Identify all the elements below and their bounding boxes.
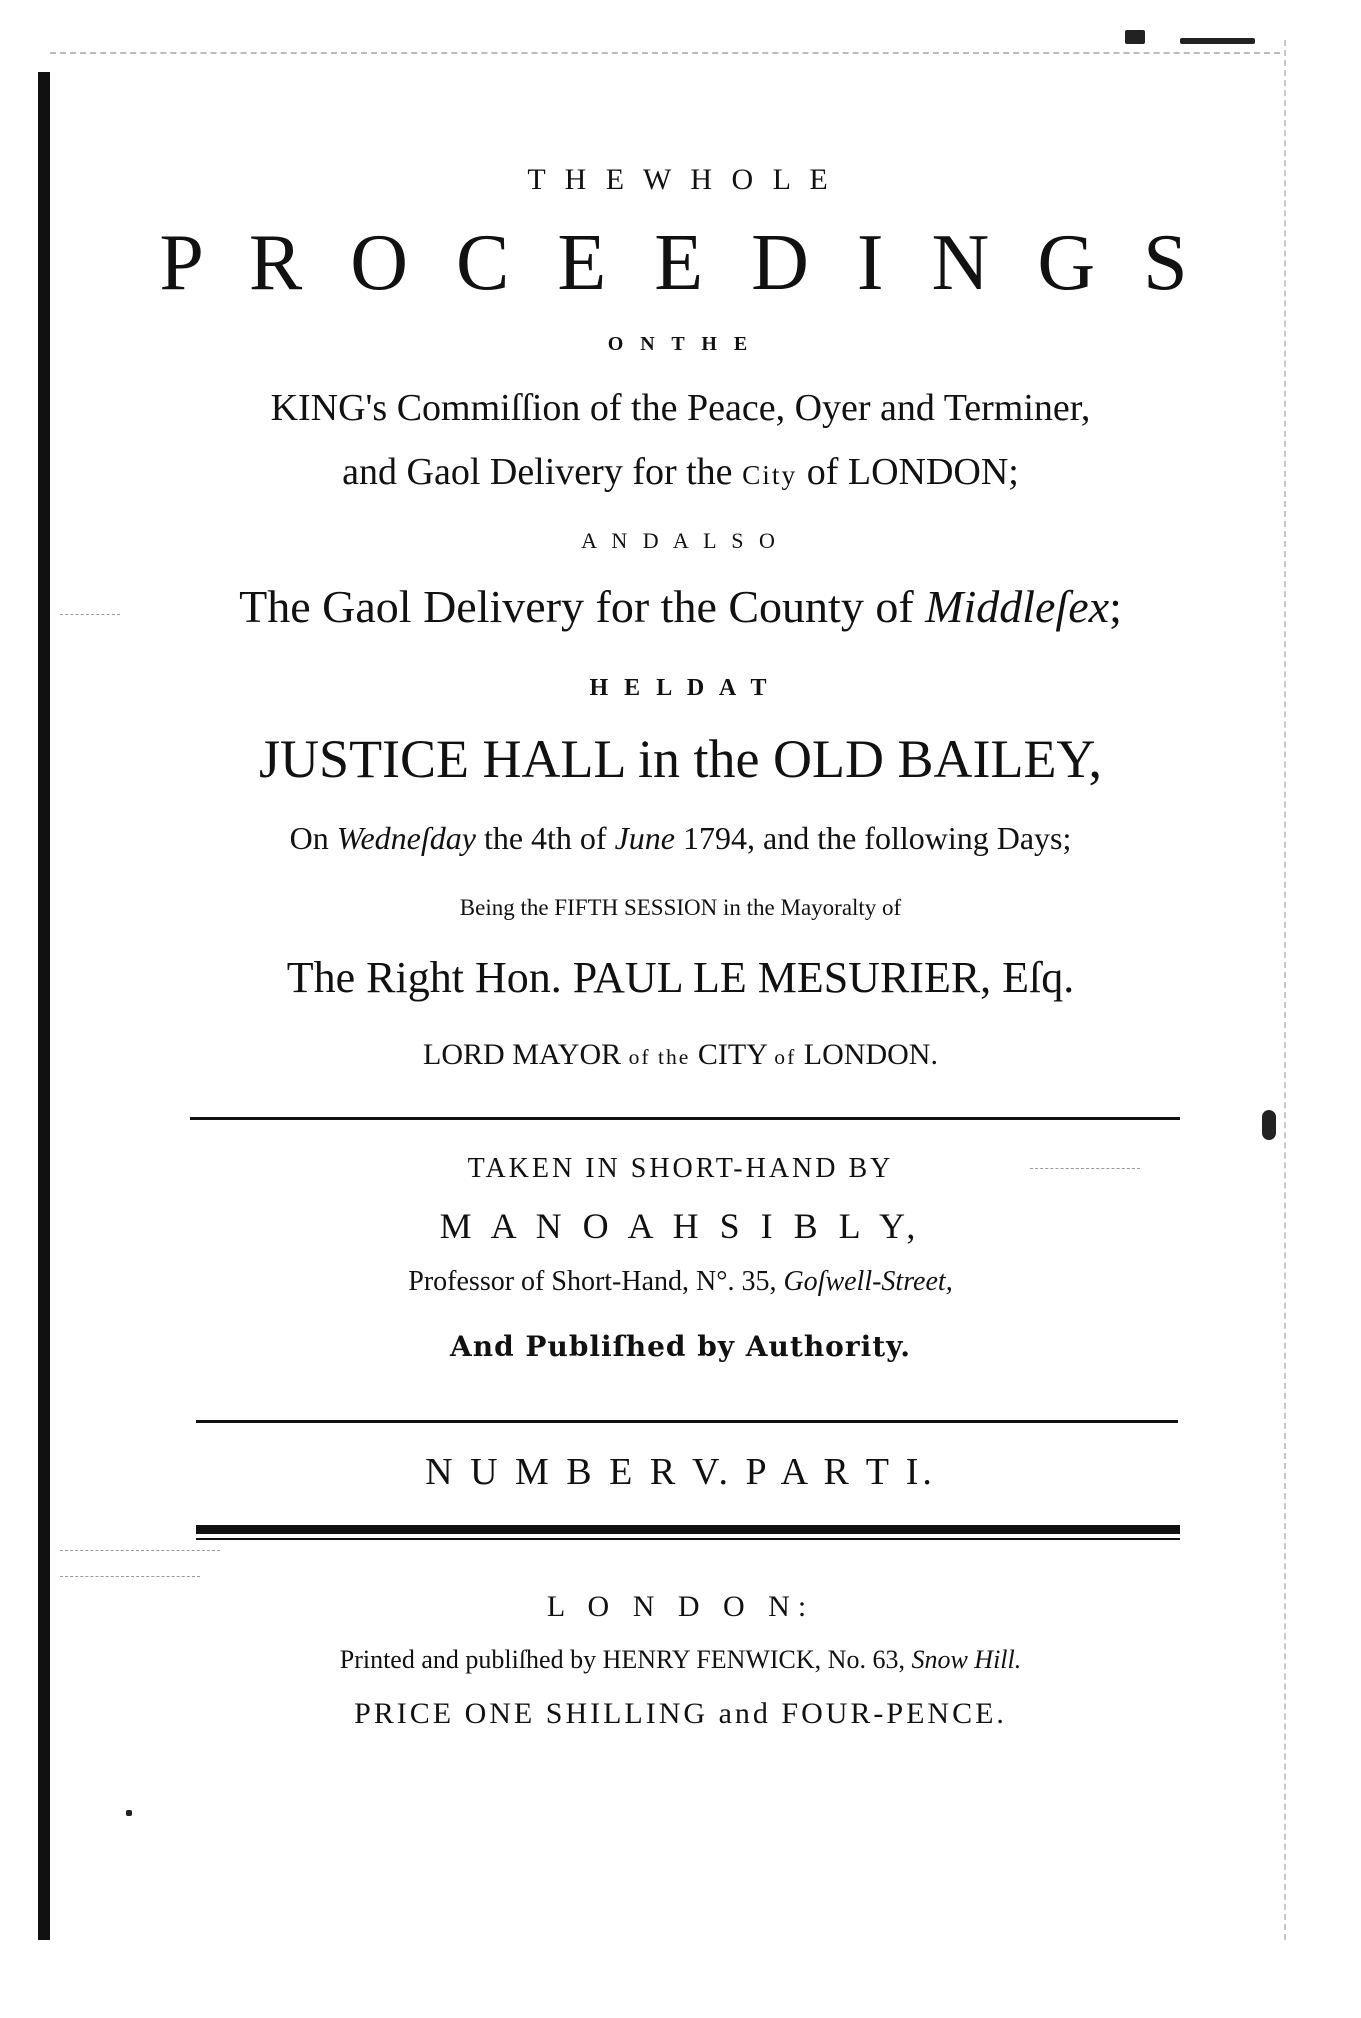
london-imprint: L O N D O N: — [546, 1590, 815, 1623]
thick-rule — [196, 1525, 1180, 1534]
margin-dash — [60, 1576, 200, 1577]
lord-mayor-b: CITY — [697, 1038, 767, 1071]
commission-line-1: KING's Commiſſion of the Peace, Oyer and Terminer, — [270, 387, 1091, 429]
heading-proceedings: P R O C E E D I N G S — [159, 219, 1202, 307]
professor-line — [0, 1266, 1361, 1298]
ink-speck — [1180, 38, 1255, 44]
heading-and-also: A N D A L S O — [581, 528, 780, 553]
date-on: On — [289, 820, 329, 856]
lord-mayor-line — [0, 1038, 1361, 1072]
divider-rule — [190, 1117, 1180, 1120]
justice-hall-line: JUSTICE HALL in the OLD BAILEY, — [259, 729, 1102, 789]
gaol-line-end: ; — [1109, 581, 1122, 632]
printer-line — [0, 1645, 1361, 1675]
mayor-line: The Right Hon. PAUL LE MESURIER, Eſq. — [286, 953, 1075, 1002]
printer-a: Printed and publiſhed by HENRY FENWICK, No. 63, — [339, 1645, 905, 1674]
heading-the-whole: T H E W H O L E — [527, 163, 834, 196]
top-edge-marks — [50, 52, 1280, 54]
price-line: PRICE ONE SHILLING and FOUR-PENCE. — [354, 1697, 1007, 1730]
gaol-line-a: The Gaol Delivery for the County of — [239, 581, 914, 632]
printer-place: Snow Hill. — [911, 1645, 1022, 1674]
lord-mayor-c: LONDON. — [803, 1038, 938, 1071]
heading-on-the: O N T H E — [607, 333, 754, 355]
lord-mayor-of: of — [774, 1045, 797, 1069]
commission-line-2 — [0, 450, 1361, 494]
lord-mayor-a: LORD MAYOR — [423, 1038, 622, 1071]
gaol-line-county: Middleſex — [925, 581, 1110, 632]
commission-line-2-city: City — [742, 460, 798, 490]
divider-rule — [196, 1420, 1178, 1423]
gaol-delivery-line — [0, 580, 1361, 633]
professor-a: Professor of Short-Hand, N°. 35, — [408, 1266, 777, 1297]
ink-speck — [1125, 30, 1145, 44]
thin-rule — [196, 1538, 1180, 1540]
lord-mayor-of-the: of the — [628, 1045, 691, 1069]
date-line — [0, 820, 1361, 857]
published-by-authority: And Publiſhed by Authority. — [450, 1330, 911, 1363]
commission-line-2-a: and Gaol Delivery for the — [342, 451, 733, 493]
date-end: 1794, and the following Days; — [682, 820, 1072, 856]
date-mid: the 4th of — [483, 820, 607, 856]
ink-speck — [126, 1810, 132, 1816]
margin-dash — [60, 1550, 220, 1551]
ink-speck — [1262, 1110, 1276, 1140]
commission-line-2-b: of LONDON; — [806, 451, 1019, 493]
date-day: Wedneſday — [336, 820, 476, 856]
reporter-name: M A N O A H S I B L Y, — [439, 1206, 922, 1246]
session-line: Being the FIFTH SESSION in the Mayoralty of — [459, 895, 902, 920]
professor-street: Goſwell-Street, — [783, 1266, 953, 1297]
taken-in-shorthand: TAKEN IN SHORT-HAND BY — [467, 1153, 894, 1184]
number-part: N U M B E R V. P A R T I. — [425, 1451, 936, 1493]
date-month: June — [614, 820, 675, 856]
heading-held-at: H E L D A T — [589, 675, 772, 701]
